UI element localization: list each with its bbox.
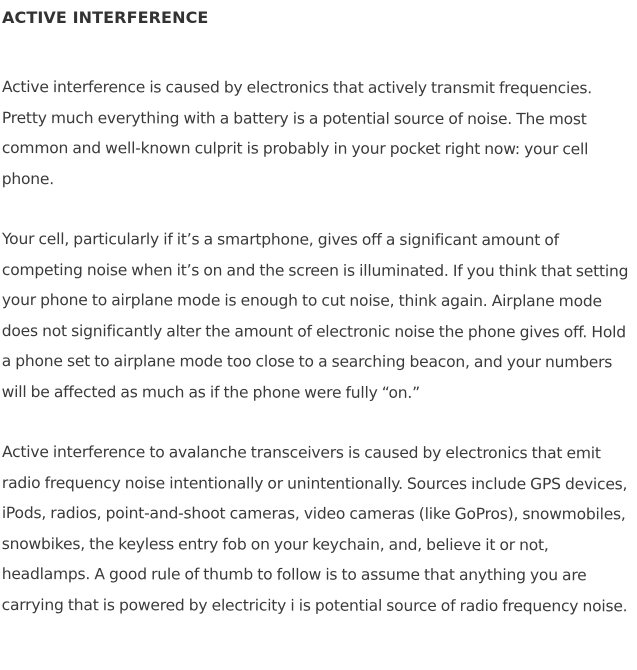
paragraph-airplane-mode: Your cell, particularly if it’s a smartphone, gives off a significant amount of competing noise when it’s on and the screen is illuminated. If you think that setting your phone to airplane mode is enough to cut noise, think again. Airplane mode does not significantly alter the amount of electronic noise the phone gives off. Hold a phone set to airplane mode too close to a searching beacon, and your numbers will be affected as much as if the phone were fully “on.” bbox=[1, 229, 629, 402]
paragraph-cell-phone-intro: Active interference is caused by electronics that actively transmit frequencies. Pretty much everything with a battery is a potential source of noise. The most common and well-known culprit is probably in your pocket right now: your cell phone. bbox=[1, 77, 593, 188]
section-heading: ACTIVE INTERFERENCE bbox=[2, 8, 209, 27]
paragraph-radio-sources: Active interference to avalanche transceivers is caused by electronics that emit radio frequency noise intentionally or unintentionally. Sources include GPS devices, iPods, radios, point-and-shoot cameras, video cameras (like GoPros), snowmobiles, snowbikes, the keyless entry fob on your keychain, and, believe it or not, headlamps. A good rule of thumb to follow is to assume that anything you are carrying that is powered by electricity i is potential source of radio frequency noise. bbox=[1, 443, 628, 615]
